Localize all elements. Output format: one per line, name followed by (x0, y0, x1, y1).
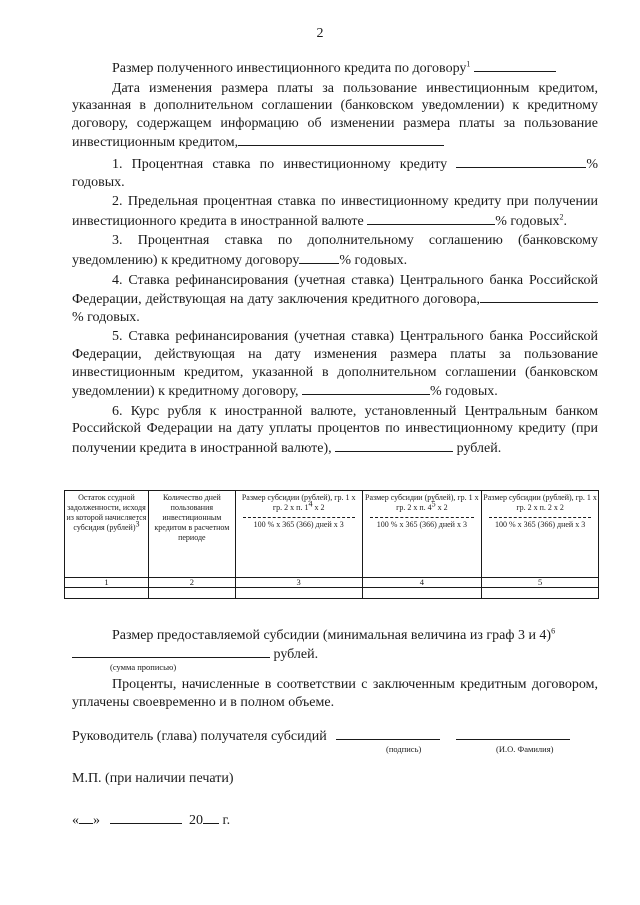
header-col-1-text: Остаток ссудной задолженности, исходя из которой начисляется субсидия (рублей) (66, 493, 147, 532)
item-5-field[interactable] (302, 381, 430, 395)
day-field[interactable] (79, 810, 93, 824)
name-caption: (И.О. Фамилия) (496, 744, 554, 754)
table-header-row (65, 491, 599, 578)
header-col-1 (65, 491, 149, 578)
column-number: 5 (482, 578, 599, 588)
item-6-label: 6. Курс рубля к иностранной валюте, установленный Центральным банком Российской Федерации на дату уплаты процентов по инвестиционному кредиту (при получении кредита в иностранной валюте), (72, 403, 598, 456)
signature-line (72, 726, 570, 745)
fraction-line (370, 517, 475, 518)
column-number: 2 (148, 578, 235, 588)
amount-in-words-caption: (сумма прописью) (110, 662, 177, 672)
item-6 (72, 403, 598, 458)
date-line (72, 810, 230, 829)
date-change-label: Дата изменения размера платы за пользование инвестиционным кредитом, указанная в дополнительном соглашении (банковском уведомлении) к кредитному договору, содержащем информацию об изменении размера платы за пользование инвестиционным кредитом, (72, 80, 598, 151)
footnote-ref: 6 (551, 626, 556, 636)
item-6-unit: рублей. (456, 440, 502, 456)
year-prefix: 20 (189, 813, 203, 828)
header-col-3-formula-top: Размер субсидии (рублей), гр. 1 х гр. 2 х п. 1 (241, 493, 356, 512)
footnote-ref: 1 (466, 59, 471, 69)
subsidy-amount-line (72, 644, 318, 663)
item-4 (72, 272, 598, 327)
subsidy-label: Размер предоставляемой субсидии (минимальная величина из граф 3 и 4) (112, 628, 552, 643)
footnote-ref: 4 (308, 499, 313, 509)
header-col-2 (148, 491, 235, 578)
name-field[interactable] (456, 726, 570, 740)
signature-field[interactable] (336, 726, 440, 740)
header-col-2-text: Количество дней пользования инвестиционным кредитом в расчетном периоде (154, 493, 230, 542)
header-col-3-formula-mid: х 2 (314, 503, 325, 512)
date-change-field[interactable] (238, 132, 444, 146)
date-change-paragraph (72, 80, 598, 152)
item-2-unit: % годовых (495, 213, 560, 229)
table-cell[interactable] (235, 588, 362, 599)
item-4-unit: % годовых. (72, 309, 140, 325)
item-6-field[interactable] (335, 438, 453, 452)
signature-caption: (подпись) (386, 744, 422, 754)
header-col-4-formula-mid: х 2 (437, 503, 448, 512)
subsidy-amount-field[interactable] (72, 644, 270, 658)
footnote-ref: 3 (135, 519, 140, 529)
page-number: 2 (316, 26, 324, 41)
year-suffix: г. (222, 813, 231, 828)
column-number: 4 (362, 578, 482, 588)
table-number-row (65, 578, 599, 588)
item-5 (72, 328, 598, 400)
column-number: 1 (65, 578, 149, 588)
item-2: 2. Предельная процентная ставка по инвестиционному кредиту при получении инвестиционного кредита в иностранной валюте % годовых$^2$. (72, 194, 598, 229)
form-body (72, 58, 598, 457)
footnote-ref: 5 (431, 499, 436, 509)
fraction-line (489, 517, 591, 518)
interest-paragraph: Проценты, начисленные в соответствии с заключенным кредитным договором, уплачены своевременно и в полном объеме. (72, 677, 598, 710)
header-col-5-formula-top: Размер субсидии (рублей), гр. 1 х гр. 2 х п. 2 х 2 (483, 493, 597, 512)
table-cell[interactable] (65, 588, 149, 599)
table-row (65, 588, 599, 599)
item-3 (72, 232, 598, 269)
header-col-5-formula-bottom: 100 % х 365 (366) дней х 3 (495, 520, 586, 529)
item-4-field[interactable] (480, 289, 598, 303)
loan-size-field[interactable] (474, 58, 556, 72)
signature-label: Руководитель (глава) получателя субсидий (72, 729, 327, 744)
header-col-3-formula-bottom: 100 % х 365 (366) дней х 3 (253, 520, 344, 529)
item-2-field[interactable] (367, 211, 495, 225)
item-1-label: 1. Процентная ставка по инвестиционному кредиту (112, 156, 448, 172)
stamp-note: М.П. (при наличии печати) (72, 771, 234, 786)
loan-size-label: Размер полученного инвестиционного кредита по договору (112, 61, 467, 76)
header-col-4 (362, 491, 482, 578)
subsidy-unit: рублей. (273, 647, 319, 662)
header-col-4-formula-top: Размер субсидии (рублей), гр. 1 х гр. 2 х п. 4 (365, 493, 479, 512)
fraction-line (243, 517, 355, 518)
year-field[interactable] (203, 810, 219, 824)
header-col-3 (235, 491, 362, 578)
quote-open: « (72, 813, 79, 828)
column-number: 3 (235, 578, 362, 588)
interest-block (72, 676, 598, 711)
subsidy-calculation-table (64, 490, 599, 599)
item-3-field[interactable] (299, 250, 339, 264)
table-cell[interactable] (482, 588, 599, 599)
item-2-label: 2. Предельная процентная ставка по инвестиционному кредиту при получении инвестиционного кредита в иностранной валюте (72, 194, 598, 229)
header-col-5 (482, 491, 599, 578)
item-1-field[interactable] (456, 154, 586, 168)
month-field[interactable] (110, 810, 182, 824)
quote-close: » (93, 813, 100, 828)
item-4-label: 4. Ставка рефинансирования (учетная ставка) Центрального банка Российской Федерации, действующая на дату заключения кредитного договора, (72, 272, 598, 308)
item-5-label: 5. Ставка рефинансирования (учетная ставка) Центрального банка Российской Федерации, действующая на дату изменения размера платы за пользование инвестиционным кредитом, указанной в дополнительном соглашении (банковском уведомлении) к кредитному договору, (72, 329, 598, 400)
loan-size-paragraph (72, 58, 598, 78)
header-col-4-formula-bottom: 100 % х 365 (366) дней х 3 (376, 520, 467, 529)
item-1 (72, 154, 598, 191)
table-cell[interactable] (362, 588, 482, 599)
item-1-unit: % годовых. (72, 156, 598, 190)
footnote-ref: 2 (559, 212, 564, 222)
item-3-label: 3. Процентная ставка по дополнительному соглашению (банковскому уведомлению) к кредитному договору (72, 233, 598, 268)
table-cell[interactable] (148, 588, 235, 599)
item-3-unit: % годовых. (339, 252, 408, 268)
item-5-unit: % годовых. (430, 384, 498, 400)
subsidy-line (112, 627, 555, 644)
